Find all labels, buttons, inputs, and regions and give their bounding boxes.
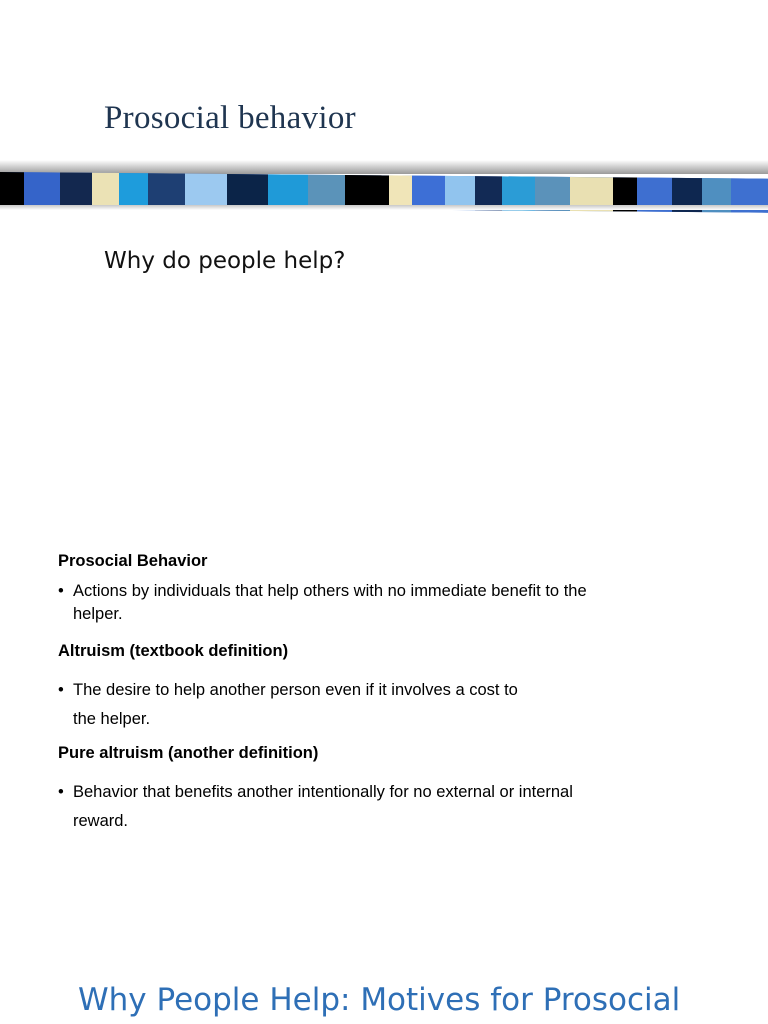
bullet-altruism-definition xyxy=(58,676,698,734)
bullet-line: reward. xyxy=(73,812,129,830)
bullet-line: helper. xyxy=(73,605,123,623)
band-shadow xyxy=(0,160,768,174)
bullet-line: • Behavior that benefits another intentionally for no external or internal xyxy=(73,783,573,801)
bullet-pure-altruism-definition xyxy=(58,778,698,836)
heading-altruism: Altruism (textbook definition) xyxy=(58,642,289,660)
band-segment xyxy=(119,173,148,207)
band-segment xyxy=(92,173,119,207)
heading-pure-altruism: Pure altruism (another definition) xyxy=(58,744,319,762)
bullet-line: • The desire to help another person even if it involves a cost to xyxy=(73,681,518,699)
band-segment xyxy=(308,175,344,209)
band-segment xyxy=(24,172,60,206)
bullet-line: • Actions by individuals that help others with no immediate benefit to the xyxy=(73,582,587,600)
band-segment xyxy=(185,174,227,208)
band-segment xyxy=(0,172,24,206)
bullet-line: the helper. xyxy=(73,710,151,728)
heading-prosocial-behavior: Prosocial Behavior xyxy=(58,552,208,570)
band-segment xyxy=(268,174,308,208)
next-slide-title: Why People Help: Motives for Prosocial xyxy=(78,982,681,1018)
definitions-list xyxy=(58,550,698,836)
band-segment xyxy=(60,173,92,207)
slide-title: Prosocial behavior xyxy=(104,100,356,136)
band-highlight xyxy=(0,205,768,210)
bullet-prosocial-definition xyxy=(58,580,698,626)
slide-subtitle: Why do people help? xyxy=(104,248,346,274)
slide-definitions xyxy=(0,540,768,1024)
band-segment xyxy=(227,174,269,208)
band-segment xyxy=(148,173,184,207)
